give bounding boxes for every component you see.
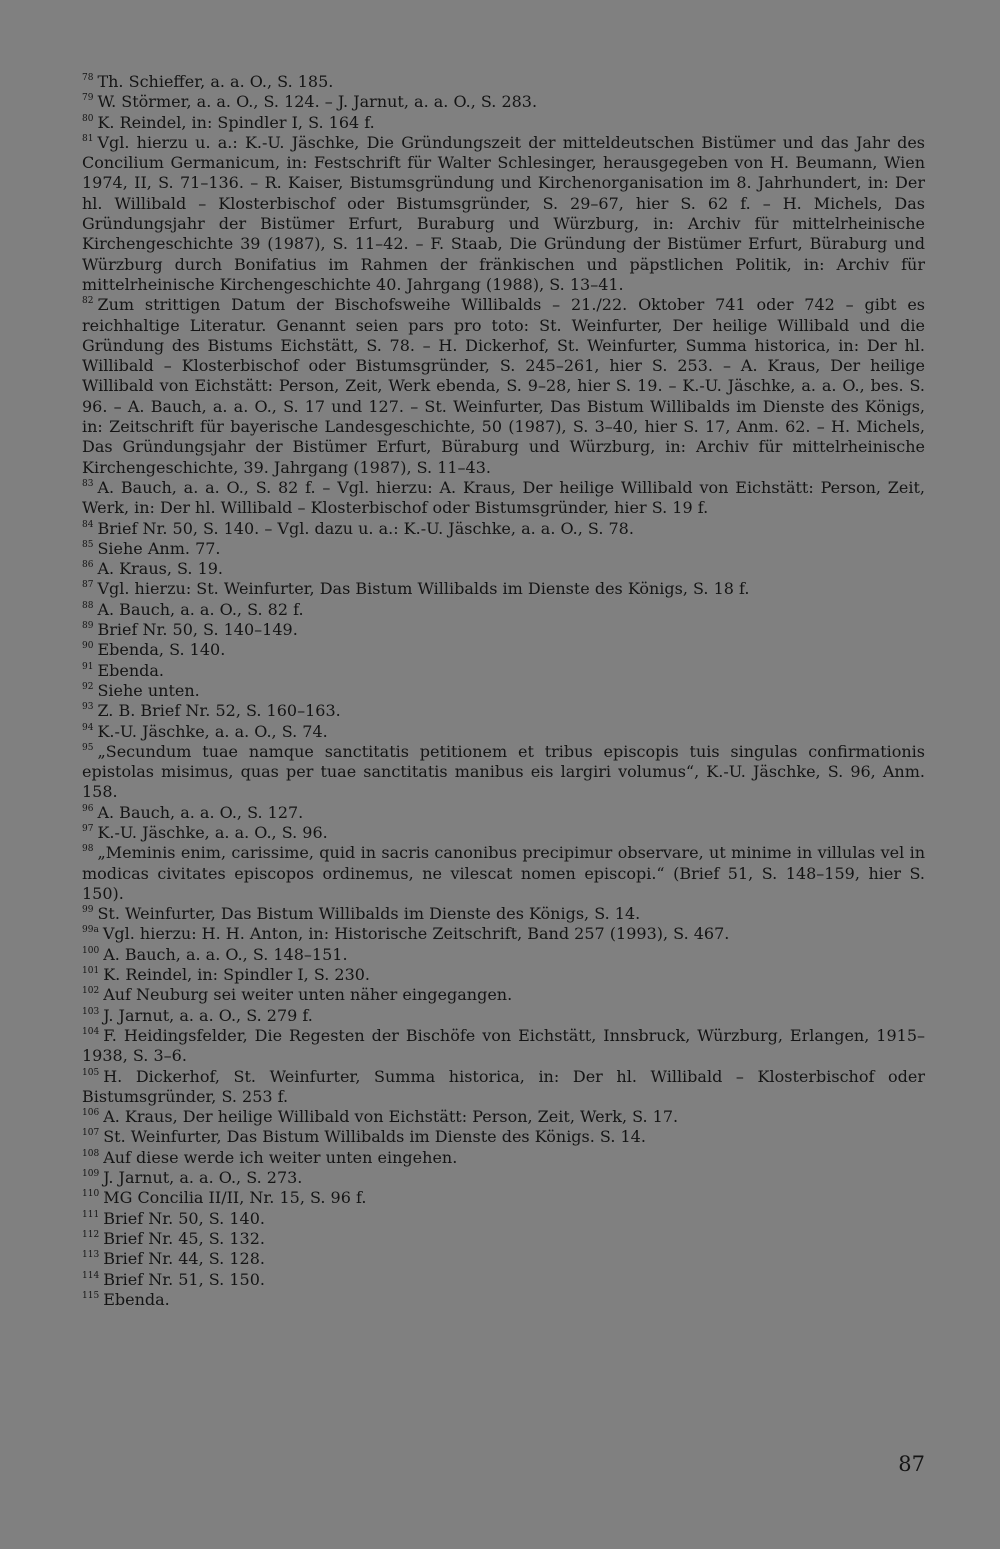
footnote-text: A. Bauch, a. a. O., S. 148–151. (103, 944, 348, 964)
footnote-text: A. Bauch, a. a. O., S. 82 f. – Vgl. hierzu: A. Kraus, Der heilige Willibald von Eichstätt: Person, Zeit, Werk, in: Der hl. Willibald – Klosterbischof oder Bistumsgründer, hier S. 19 f. (82, 477, 925, 518)
footnote-text: Ebenda. (103, 1289, 170, 1309)
footnote (82, 701, 925, 721)
footnote (82, 295, 925, 478)
footnote-number: 83 (82, 478, 94, 489)
footnote (82, 965, 925, 985)
footnote (82, 945, 925, 965)
footnote (82, 72, 925, 92)
footnote-text: Vgl. hierzu: St. Weinfurter, Das Bistum Willibalds im Dienste des Königs, S. 18 f. (97, 579, 750, 599)
footnote-number: 93 (82, 702, 94, 713)
footnote-number: 115 (82, 1290, 100, 1301)
footnote (82, 539, 925, 559)
footnote-text: F. Heidingsfelder, Die Regesten der Bischöfe von Eichstätt, Innsbruck, Würzburg, Erlangen, 1915–1938, S. 3–6. (82, 1025, 925, 1066)
footnote (82, 1229, 925, 1249)
footnote-text: A. Kraus, Der heilige Willibald von Eichstätt: Person, Zeit, Werk, S. 17. (103, 1107, 679, 1127)
footnote-text: Brief Nr. 44, S. 128. (103, 1249, 265, 1269)
footnote (82, 1026, 925, 1067)
footnote (82, 1107, 925, 1127)
footnote (82, 640, 925, 660)
footnote-number: 80 (82, 113, 94, 124)
footnotes-block (82, 72, 925, 1310)
footnote-number: 114 (82, 1270, 100, 1281)
footnote (82, 92, 925, 112)
footnote-text: Vgl. hierzu: H. H. Anton, in: Historische Zeitschrift, Band 257 (1993), S. 467. (102, 924, 730, 944)
footnote (82, 1290, 925, 1310)
footnote-number: 111 (82, 1209, 100, 1220)
footnote-text: Brief Nr. 50, S. 140. (103, 1208, 265, 1228)
footnote-text: Auf Neuburg sei weiter unten näher eingegangen. (103, 985, 513, 1005)
footnote-number: 97 (82, 823, 94, 834)
footnote (82, 843, 925, 904)
footnote-number: 94 (82, 722, 94, 733)
footnote-number: 104 (82, 1026, 100, 1037)
footnote (82, 519, 925, 539)
footnote-text: A. Bauch, a. a. O., S. 82 f. (97, 599, 304, 619)
footnote-number: 103 (82, 1006, 100, 1017)
footnote-number: 96 (82, 803, 94, 814)
footnote (82, 113, 925, 133)
footnote (82, 1249, 925, 1269)
footnote-number: 113 (82, 1250, 100, 1261)
footnote-number: 99a (82, 925, 99, 936)
footnote-text: St. Weinfurter, Das Bistum Willibalds im Dienste des Königs. S. 14. (103, 1127, 646, 1147)
footnote-number: 110 (82, 1189, 100, 1200)
footnote-text: Ebenda. (97, 660, 165, 680)
footnote-number: 109 (82, 1169, 100, 1180)
footnote (82, 803, 925, 823)
footnote (82, 1188, 925, 1208)
footnote-text: Brief Nr. 45, S. 132. (103, 1228, 265, 1248)
footnote-text: Vgl. hierzu u. a.: K.-U. Jäschke, Die Gründungszeit der mitteldeutschen Bistümer und das Jahr des Concilium Germanicum, in: Festschrift für Walter Schlesinger, herausgegeben von H. Beumann, Wien 1974, II, S. 71–136. – R. Kaiser, Bistumsgründung und Kirchenorganisation im 8. Jahrhundert, in: Der hl. Willibald – Klosterbischof oder Bistumsgründer, S. 29–67, hier S. 62 f. – H. Michels, Das Gründungsjahr der Bistümer Erfurt, Buraburg und Würzburg, in: Archiv für mittelrheinische Kirchengeschichte 39 (1987), S. 11–42. – F. Staab, Die Gründung der Bistümer Erfurt, Büraburg und Würzburg durch Bonifatius im Rahmen der fränkischen und päpstlichen Politik, in: Archiv für mittelrheinische Kirchengeschichte 40. Jahrgang (1988), S. 13–41. (82, 132, 925, 294)
footnote-number: 95 (82, 742, 94, 753)
footnote-text: Ebenda, S. 140. (97, 640, 226, 660)
footnote-text: H. Dickerhof, St. Weinfurter, Summa historica, in: Der hl. Willibald – Klosterbischof oder Bistumsgründer, S. 253 f. (82, 1066, 925, 1106)
footnote-text: Siehe unten. (97, 680, 200, 700)
footnote (82, 1168, 925, 1188)
footnote-text: W. Störmer, a. a. O., S. 124. – J. Jarnut, a. a. O., S. 283. (97, 92, 538, 112)
footnote-number: 79 (82, 93, 94, 104)
footnote-number: 102 (82, 986, 100, 997)
footnote-number: 86 (82, 560, 94, 571)
footnote-text: Auf diese werde ich weiter unten eingehen. (103, 1147, 458, 1167)
footnote-number: 82 (82, 296, 94, 307)
footnote (82, 661, 925, 681)
footnote-number: 106 (82, 1108, 100, 1119)
footnote-text: A. Bauch, a. a. O., S. 127. (97, 802, 304, 822)
footnote-number: 99 (82, 905, 94, 916)
footnote-number: 108 (82, 1148, 100, 1159)
page-number: 87 (898, 1452, 925, 1476)
footnote-number: 112 (82, 1229, 100, 1240)
footnote-text: Z. B. Brief Nr. 52, S. 160–163. (97, 701, 341, 721)
footnote (82, 133, 925, 295)
footnote (82, 478, 925, 519)
footnote (82, 904, 925, 924)
footnote-number: 91 (82, 661, 94, 672)
footnote (82, 985, 925, 1005)
footnote-text: Siehe Anm. 77. (97, 538, 221, 558)
footnote (82, 600, 925, 620)
footnote-number: 84 (82, 519, 94, 530)
footnote-text: K. Reindel, in: Spindler I, S. 230. (103, 965, 371, 985)
footnote (82, 620, 925, 640)
footnote-text: A. Kraus, S. 19. (97, 559, 224, 579)
footnote (82, 1209, 925, 1229)
footnote-text: Th. Schieffer, a. a. O., S. 185. (97, 72, 334, 91)
footnote-number: 98 (82, 844, 94, 855)
footnote-number: 107 (82, 1128, 100, 1139)
footnote (82, 681, 925, 701)
footnote (82, 559, 925, 579)
footnote-number: 92 (82, 681, 94, 692)
footnote-text: Zum strittigen Datum der Bischofsweihe Willibalds – 21./22. Oktober 741 oder 742 – gibt es reichhaltige Literatur. Genannt seien pars pro toto: St. Weinfurter, Der heilige Willibald und die Gründung des Bistums Eichstätt, S. 78. – H. Dickerhof, St. Weinfurter, Summa historica, in: Der hl. Willibald – Klosterbischof oder Bistumsgründer, S. 245–261, hier S. 253. – A. Kraus, Der heilige Willibald von Eichstätt: Person, Zeit, Werk ebenda, S. 9–28, hier S. 19. – K.-U. Jäschke, a. a. O., bes. S. 96. – A. Bauch, a. a. O., S. 17 und 127. – St. Weinfurter, Das Bistum Willibalds im Dienste des Königs, in: Zeitschrift für bayerische Landesgeschichte, 50 (1987), S. 3–40, hier S. 17, Anm. 62. – H. Michels, Das Gründungsjahr der Bistümer Erfurt, Büraburg und Würzburg, in: Archiv für mittelrheinische Kirchengeschichte, 39. Jahrgang (1987), S. 11–43. (82, 295, 925, 477)
footnote-text: K.-U. Jäschke, a. a. O., S. 96. (97, 822, 328, 842)
footnote (82, 579, 925, 599)
footnote-number: 87 (82, 580, 94, 591)
footnote-text: J. Jarnut, a. a. O., S. 279 f. (103, 1005, 313, 1025)
footnote-number: 78 (82, 73, 94, 83)
footnote (82, 1270, 925, 1290)
footnote-number: 89 (82, 621, 94, 632)
footnote-text: Brief Nr. 51, S. 150. (103, 1269, 265, 1289)
footnote (82, 823, 925, 843)
footnote-text: St. Weinfurter, Das Bistum Willibalds im Dienste des Königs, S. 14. (97, 904, 641, 924)
footnote-number: 88 (82, 600, 94, 611)
footnote (82, 1127, 925, 1147)
footnote (82, 1006, 925, 1026)
footnote-text: K. Reindel, in: Spindler I, S. 164 f. (97, 112, 375, 132)
footnote-number: 100 (82, 945, 100, 956)
footnote (82, 1148, 925, 1168)
footnote-text: J. Jarnut, a. a. O., S. 273. (103, 1168, 303, 1188)
footnote (82, 1067, 925, 1108)
footnote-text: K.-U. Jäschke, a. a. O., S. 74. (97, 721, 328, 741)
footnote-text: Brief Nr. 50, S. 140–149. (97, 620, 298, 640)
footnote-text: MG Concilia II/II, Nr. 15, S. 96 f. (103, 1188, 367, 1208)
footnote-number: 85 (82, 539, 94, 550)
footnote (82, 742, 925, 803)
footnote-text: „Meminis enim, carissime, quid in sacris canonibus precipimur observare, ut minime in villulas vel in modicas civitates episcopos ordinemus, ne vilescat nomen episcopi.“ (Brief 51, S. 148–159, hier S. 150). (82, 843, 925, 903)
footnote-number: 105 (82, 1067, 100, 1078)
footnote (82, 722, 925, 742)
footnote-number: 101 (82, 966, 100, 977)
footnote-text: Brief Nr. 50, S. 140. – Vgl. dazu u. a.: K.-U. Jäschke, a. a. O., S. 78. (97, 518, 634, 538)
footnote (82, 924, 925, 944)
footnote-number: 90 (82, 641, 94, 652)
footnote-text: „Secundum tuae namque sanctitatis petitionem et tribus episcopis tuis singulas confirmationis epistolas misimus, quas per tuae sanctitatis manibus eis largiri volumus“, K.-U. Jäschke, S. 96, Anm. 158. (82, 741, 925, 802)
footnote-number: 81 (82, 133, 94, 144)
